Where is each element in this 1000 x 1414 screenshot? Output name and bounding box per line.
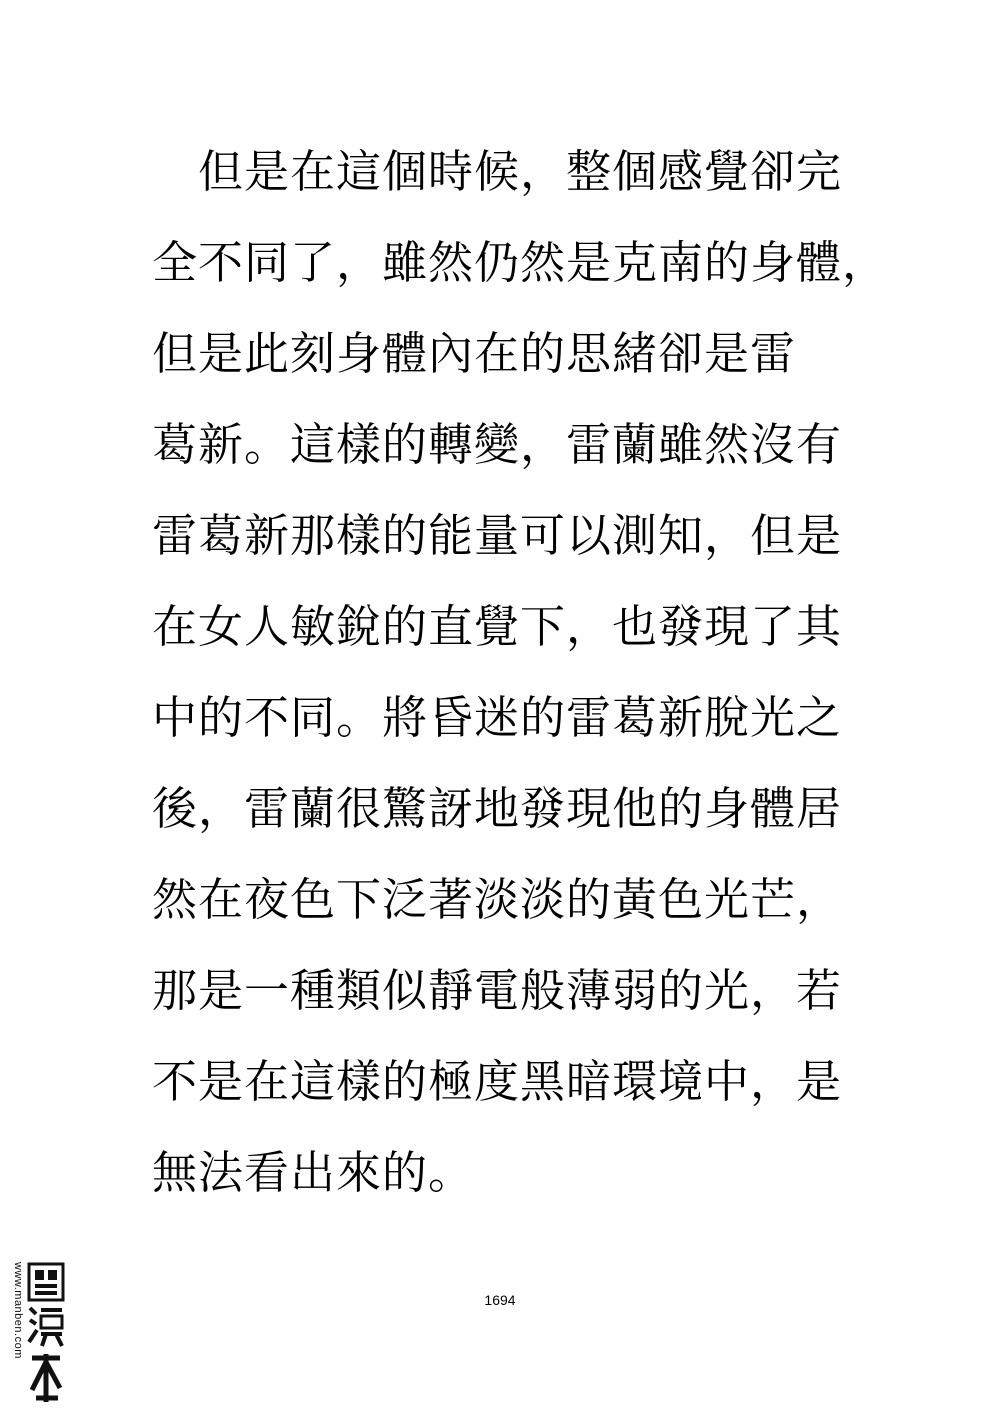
text-line: 葛新。這樣的轉變，雷蘭雖然沒有: [152, 418, 843, 471]
text-line: 在女人敏銳的直覺下，也發現了其: [152, 600, 843, 653]
text-line: 雷葛新那樣的能量可以測知，但是: [152, 509, 843, 562]
page-number: 1694: [484, 1292, 516, 1308]
text-line: 不是在這樣的極度黑暗環境中，是: [152, 1055, 843, 1108]
watermark-logo-icon: [26, 1262, 66, 1406]
text-line: 但是在這個時候，整個感覺卻完: [152, 145, 843, 198]
text-line: 後，雷蘭很驚訝地發現他的身體居: [152, 782, 843, 835]
text-line: 中的不同。將昏迷的雷葛新脫光之: [152, 691, 843, 744]
text-line: 無法看出來的。: [152, 1146, 475, 1199]
body-text: [152, 133, 892, 1225]
watermark-url: www.manben.com: [12, 1262, 24, 1359]
text-line: 但是此刻身體內在的思緒卻是雷: [152, 327, 797, 380]
text-line: 然在夜色下泛著淡淡的黃色光芒，: [152, 873, 843, 926]
text-line: 全不同了，雖然仍然是克南的身體，: [152, 236, 889, 289]
text-line: 那是一種類似靜電般薄弱的光，若: [152, 964, 843, 1017]
